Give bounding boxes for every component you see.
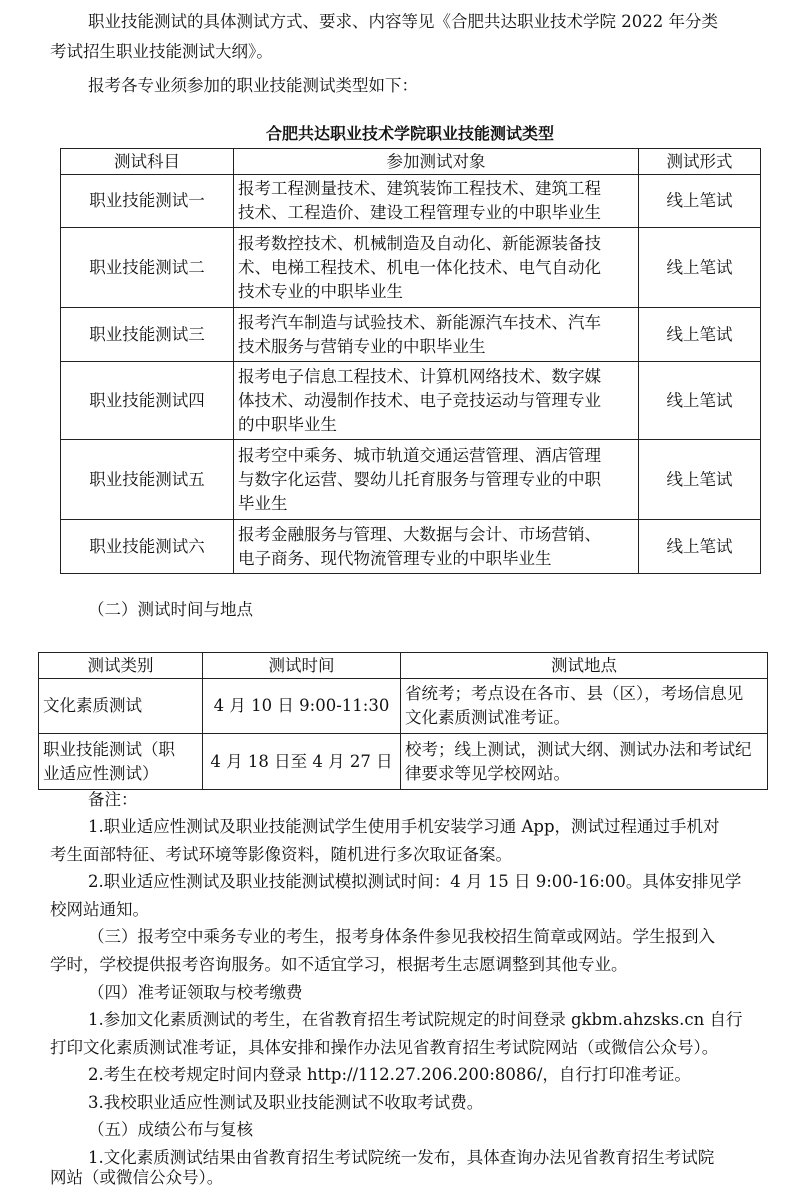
intro-line-1b: 考试招生职业技能测试大纲》。 xyxy=(50,42,273,61)
test-subject: 职业技能测试一 xyxy=(61,175,234,228)
section4-line-3: 3.我校职业适应性测试及职业技能测试不收取考试费。 xyxy=(88,1093,484,1112)
table-row xyxy=(39,679,768,734)
note-2a: 2.职业适应性测试及职业技能测试模拟测试时间：4 月 15 日 9:00-16:00。具体安排见学 xyxy=(88,872,742,891)
test-subject: 职业技能测试四 xyxy=(61,362,234,440)
test-subject: 职业技能测试六 xyxy=(61,520,234,574)
test-form: 线上笔试 xyxy=(639,440,761,520)
test-target: 报考数控技术、机械制造及自动化、新能源装备技 术、电梯工程技术、机电一体化技术、电气自动化 技术专业的中职毕业生 xyxy=(234,228,639,308)
test-target: 报考金融服务与管理、大数据与会计、市场营销、 电子商务、现代物流管理专业的中职毕业生 xyxy=(234,520,639,574)
test-place: 校考；线上测试，测试大纲、测试办法和考试纪 律要求等见学校网站。 xyxy=(401,734,768,790)
test-time: 4 月 18 日至 4 月 27 日 xyxy=(203,734,401,790)
table1-header-subject: 测试科目 xyxy=(61,149,234,175)
test-time: 4 月 10 日 9:00-11:30 xyxy=(203,679,401,734)
note-2b: 校网站通知。 xyxy=(50,900,149,919)
table-row xyxy=(61,362,761,440)
table1-title: 合肥共达职业技术学院职业技能测试类型 xyxy=(265,124,554,143)
section2-heading: （二）测试时间与地点 xyxy=(88,600,253,619)
table1-header-target: 参加测试对象 xyxy=(234,149,639,175)
table2-header-category: 测试类别 xyxy=(39,653,203,679)
test-target: 报考空中乘务、城市轨道交通运营管理、酒店管理 与数字化运营、婴幼儿托育服务与管理专业的中职 毕业生 xyxy=(234,440,639,520)
intro-line-2: 报考各专业须参加的职业技能测试类型如下： xyxy=(88,76,418,95)
table1-header-form: 测试形式 xyxy=(639,149,761,175)
test-category: 文化素质测试 xyxy=(39,679,203,734)
table2-header-row xyxy=(39,653,768,679)
test-category: 职业技能测试（职 业适应性测试） xyxy=(39,734,203,790)
table-row xyxy=(39,734,768,790)
test-target: 报考工程测量技术、建筑装饰工程技术、建筑工程 技术、工程造价、建设工程管理专业的中职毕业生 xyxy=(234,175,639,228)
test-form: 线上笔试 xyxy=(639,175,761,228)
table2-header-place: 测试地点 xyxy=(401,653,768,679)
test-target: 报考汽车制造与试验技术、新能源汽车技术、汽车 技术服务与营销专业的中职毕业生 xyxy=(234,308,639,362)
note-1b: 考生面部特征、考试环境等影像资料，随机进行多次取证备案。 xyxy=(50,845,512,864)
table1-header-row xyxy=(61,149,761,175)
test-form: 线上笔试 xyxy=(639,362,761,440)
note-1a: 1.职业适应性测试及职业技能测试学生使用手机安装学习通 App，测试过程通过手机对 xyxy=(88,817,720,836)
skills-test-table xyxy=(60,148,761,574)
section3-line-2: 学时，学校提供报考咨询服务。如不适宜学习，根据考生志愿调整到其他专业。 xyxy=(50,955,628,974)
test-form: 线上笔试 xyxy=(639,520,761,574)
test-target: 报考电子信息工程技术、计算机网络技术、数字媒 体技术、动漫制作技术、电子竞技运动与管理专业 的中职毕业生 xyxy=(234,362,639,440)
test-form: 线上笔试 xyxy=(639,308,761,362)
test-subject: 职业技能测试三 xyxy=(61,308,234,362)
table-row xyxy=(61,308,761,362)
section4-line-1a: 1.参加文化素质测试的考生，在省教育招生考试院规定的时间登录 gkbm.ahzsks.cn 自行 xyxy=(88,1010,743,1029)
intro-line-1a: 职业技能测试的具体测试方式、要求、内容等见《合肥共达职业技术学院 2022 年分类 xyxy=(88,12,718,31)
table2-header-time: 测试时间 xyxy=(203,653,401,679)
section4-heading: （四）准考证领取与校考缴费 xyxy=(88,983,303,1002)
table-row xyxy=(61,440,761,520)
time-place-table xyxy=(38,652,768,790)
test-subject: 职业技能测试五 xyxy=(61,440,234,520)
section5-heading: （五）成绩公布与复核 xyxy=(88,1120,253,1139)
notes-label: 备注： xyxy=(88,790,138,809)
table-row xyxy=(61,175,761,228)
test-form: 线上笔试 xyxy=(639,228,761,308)
test-subject: 职业技能测试二 xyxy=(61,228,234,308)
section5-line-1a: 1.文化素质测试结果由省教育招生考试院统一发布，具体查询办法见省教育招生考试院 xyxy=(88,1148,715,1167)
table-row xyxy=(61,228,761,308)
section4-line-2: 2.考生在校考规定时间内登录 http://112.27.206.200:8086/，自行打印准考证。 xyxy=(88,1065,691,1084)
table-row xyxy=(61,520,761,574)
section4-line-1b: 打印文化素质测试准考证，具体安排和操作办法见省教育招生考试院网站（或微信公众号）。 xyxy=(50,1038,719,1057)
section3-line-1: （三）报考空中乘务专业的考生，报考身体条件参见我校招生简章或网站。学生报到入 xyxy=(88,927,715,946)
section5-line-1b: 网站（或微信公众号）。 xyxy=(50,1168,224,1187)
test-place: 省统考；考点设在各市、县（区），考场信息见 文化素质测试准考证。 xyxy=(401,679,768,734)
